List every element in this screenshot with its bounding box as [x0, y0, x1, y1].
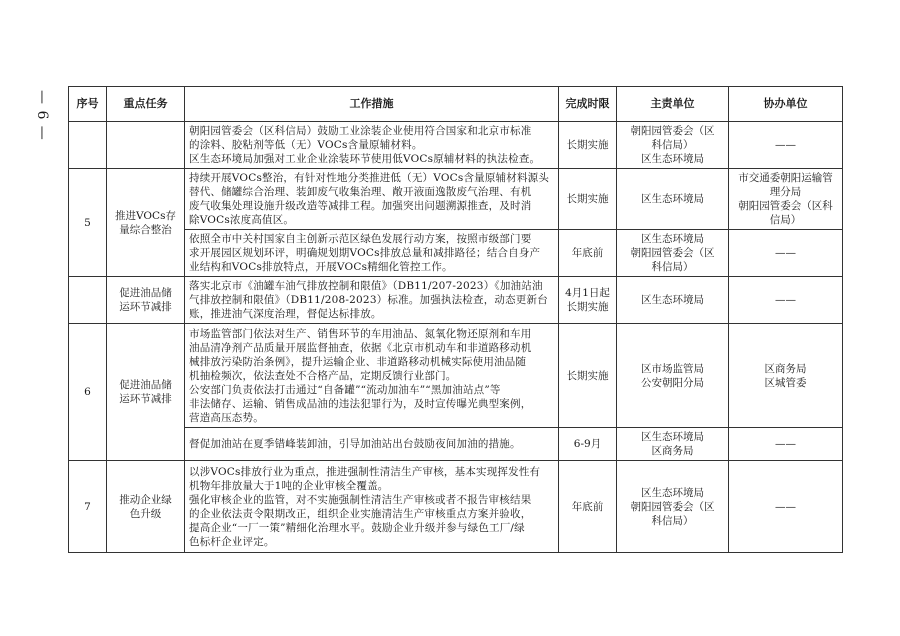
measures-table [68, 86, 843, 553]
table-header-row [69, 87, 843, 122]
table-row [69, 428, 843, 461]
measure-line: 提高企业“一厂一策”精细化治理水平。鼓励企业升级并参与绿色工厂/绿 [189, 521, 525, 534]
cell-deadline [559, 428, 617, 461]
cell-lead-unit [617, 324, 729, 428]
deadline-line: 4月1日起 [565, 287, 610, 299]
cell-measures [185, 324, 559, 428]
lead-line: 科信局） [651, 139, 694, 151]
measure-line: 色标杆企业评定。 [189, 535, 275, 548]
measure-line: 朝阳园管委会（区科信局）鼓励工业涂装企业使用符合国家和北京市标准 [189, 125, 532, 137]
cell-measures [185, 277, 559, 324]
cell-assist-unit [729, 122, 843, 169]
header-no: 序号 [69, 87, 107, 122]
cell-task [107, 122, 185, 169]
lead-line: 朝阳园管委会（区 [630, 125, 715, 137]
lead-line: 区生态环境局 [641, 294, 704, 306]
assist-line: 信局） [769, 214, 802, 226]
measure-line: 的涂料、胶粘剂等低（无）VOCs含量原辅材料。 [189, 139, 423, 151]
cell-lead-unit [617, 122, 729, 169]
cell-deadline [559, 277, 617, 324]
cell-no: 5 [69, 169, 107, 277]
cell-lead-unit [617, 230, 729, 277]
task-line: 促进油品储 [119, 379, 172, 391]
cell-no: 7 [69, 461, 107, 553]
assist-line: —— [775, 294, 796, 306]
measure-line: 营造高压态势。 [189, 411, 264, 424]
cell-task [107, 169, 185, 277]
lead-line: 朝阳园管委会（区 [630, 247, 715, 259]
measure-line: 账，推进油气深度治理，督促达标排放。 [189, 308, 382, 320]
assist-line: 市交通委朝阳运输管 [738, 172, 833, 184]
lead-line: 区生态环境局 [641, 233, 704, 245]
measure-line: 依照全市中关村国家自主创新示范区绿色发展行动方案，按照市级部门要 [189, 233, 532, 245]
measure-line: 督促加油站在夏季错峰装卸油，引导加油站出台鼓励夜间加油的措施。 [189, 438, 521, 450]
lead-line: 科信局） [651, 514, 694, 527]
cell-lead-unit [617, 169, 729, 230]
measure-line: 替代、储罐综合治理、装卸废气收集治理、敞开液面逸散废气治理、有机 [189, 186, 532, 198]
measure-line: 以涉VOCs排放行业为重点，推进强制性清洁生产审核，基本实现挥发性有 [189, 465, 541, 478]
measure-line: 油品清净剂产品质量开展监督抽查，依据《北京市机动车和非道路移动机 [189, 341, 532, 354]
measure-line: 的企业依法责令限期改正，组织企业实施清洁生产审核重点方案并验收， [189, 507, 532, 520]
task-line: 运环节减排 [119, 393, 172, 405]
measure-line: 机抽检频次，依法查处不合格产品，定期反馈行业部门。 [189, 369, 457, 382]
table-row [69, 122, 843, 169]
cell-assist-unit [729, 324, 843, 428]
cell-lead-unit [617, 428, 729, 461]
measure-line: 非法储存、运输、销售成品油的违法犯罪行为，及时宣传曝光典型案例， [189, 397, 532, 410]
measure-line: 除VOCs浓度高值区。 [189, 214, 295, 226]
cell-assist-unit [729, 230, 843, 277]
table-row [69, 169, 843, 230]
assist-line: 区商务局 [764, 362, 807, 375]
task-line: 色升级 [129, 507, 162, 520]
cell-measures [185, 122, 559, 169]
cell-task [107, 461, 185, 553]
cell-measures [185, 428, 559, 461]
cell-deadline [559, 169, 617, 230]
lead-line: 区市场监管局 [641, 362, 704, 375]
task-line: 运环节减排 [119, 301, 172, 313]
cell-deadline [559, 230, 617, 277]
cell-no: 6 [69, 324, 107, 461]
measure-line: 区生态环境局加强对工业企业涂装环节使用低VOCs原辅材料的执法检查。 [189, 153, 541, 165]
measure-line: 求开展园区规划环评，明确规划期VOCs排放总量和减排路径；结合自身产 [189, 247, 541, 259]
header-lead-unit: 主责单位 [617, 87, 729, 122]
header-measures: 工作措施 [185, 87, 559, 122]
measure-line: 市场监管部门依法对生产、销售环节的车用油品、氮氧化物还原剂和车用 [189, 327, 532, 340]
table-row [69, 230, 843, 277]
cell-deadline [559, 324, 617, 428]
measure-line: 械排放污染防治条例》，提升运输企业、非道路移动机械实际使用油品随 [189, 355, 527, 368]
lead-line: 区商务局 [651, 445, 694, 457]
assist-line: —— [775, 500, 796, 513]
cell-task [107, 324, 185, 461]
cell-deadline [559, 122, 617, 169]
header-assist-unit: 协办单位 [729, 87, 843, 122]
task-line: 推进VOCs存 [115, 209, 176, 222]
cell-no [69, 277, 107, 324]
assist-line: 朝阳园管委会（区科 [738, 200, 833, 212]
cell-lead-unit [617, 461, 729, 553]
page-number: — 6 — [34, 90, 50, 141]
measure-line: 持续开展VOCs整治，有针对性地分类推进低（无）VOCs含量原辅材料源头 [189, 172, 550, 184]
deadline-line: 6-9月 [573, 438, 602, 450]
measure-line: 气排放控制和限值》（DB11/208-2023）标准。加强执法检查，动态更新台 [189, 294, 548, 306]
assist-line: —— [775, 438, 796, 450]
cell-no [69, 122, 107, 169]
cell-measures [185, 230, 559, 277]
task-line: 量综合整治 [119, 223, 172, 236]
deadline-line: 长期实施 [566, 139, 609, 151]
table-row [69, 277, 843, 324]
lead-line: 朝阳园管委会（区 [630, 500, 715, 513]
lead-line: 区生态环境局 [641, 193, 704, 205]
lead-line: 区生态环境局 [641, 153, 704, 165]
deadline-line: 年底前 [571, 500, 604, 513]
deadline-line: 年底前 [571, 247, 604, 259]
assist-line: 区城管委 [764, 376, 807, 389]
lead-line: 区生态环境局 [641, 486, 704, 499]
assist-line: 理分局 [769, 186, 802, 198]
lead-line: 公安朝阳分局 [641, 376, 704, 389]
cell-lead-unit [617, 277, 729, 324]
cell-deadline [559, 461, 617, 553]
cell-assist-unit [729, 277, 843, 324]
assist-line: —— [775, 139, 796, 151]
measure-line: 机物年排放量大于1吨的企业审核全覆盖。 [189, 479, 389, 492]
lead-line: 科信局） [651, 261, 694, 273]
table-row [69, 461, 843, 553]
measure-line: 落实北京市《油罐车油气排放控制和限值》（DB11/207-2023）《加油站油 [189, 280, 543, 292]
cell-measures [185, 461, 559, 553]
cell-assist-unit [729, 461, 843, 553]
cell-assist-unit [729, 169, 843, 230]
deadline-line: 长期实施 [566, 301, 609, 313]
deadline-line: 长期实施 [566, 369, 609, 382]
table-row [69, 324, 843, 428]
cell-measures [185, 169, 559, 230]
cell-task [107, 277, 185, 324]
cell-assist-unit [729, 428, 843, 461]
header-task: 重点任务 [107, 87, 185, 122]
measure-line: 废气收集处理设施升级改造等减排工程。加强突出问题溯源推查，及时消 [189, 200, 532, 212]
measure-line: 公安部门负责依法打击通过“自备罐”“流动加油车”“黑加油站点”等 [189, 383, 501, 396]
task-line: 推动企业绿 [119, 493, 172, 506]
measure-line: 业结构和VOCs排放特点，开展VOCs精细化管控工作。 [189, 261, 453, 273]
assist-line: —— [775, 247, 796, 259]
deadline-line: 长期实施 [566, 193, 609, 205]
measure-line: 强化审核企业的监管，对不实施强制性清洁生产审核或者不报告审核结果 [189, 493, 532, 506]
task-line: 促进油品储 [119, 287, 172, 299]
header-deadline: 完成时限 [559, 87, 617, 122]
lead-line: 区生态环境局 [641, 431, 704, 443]
